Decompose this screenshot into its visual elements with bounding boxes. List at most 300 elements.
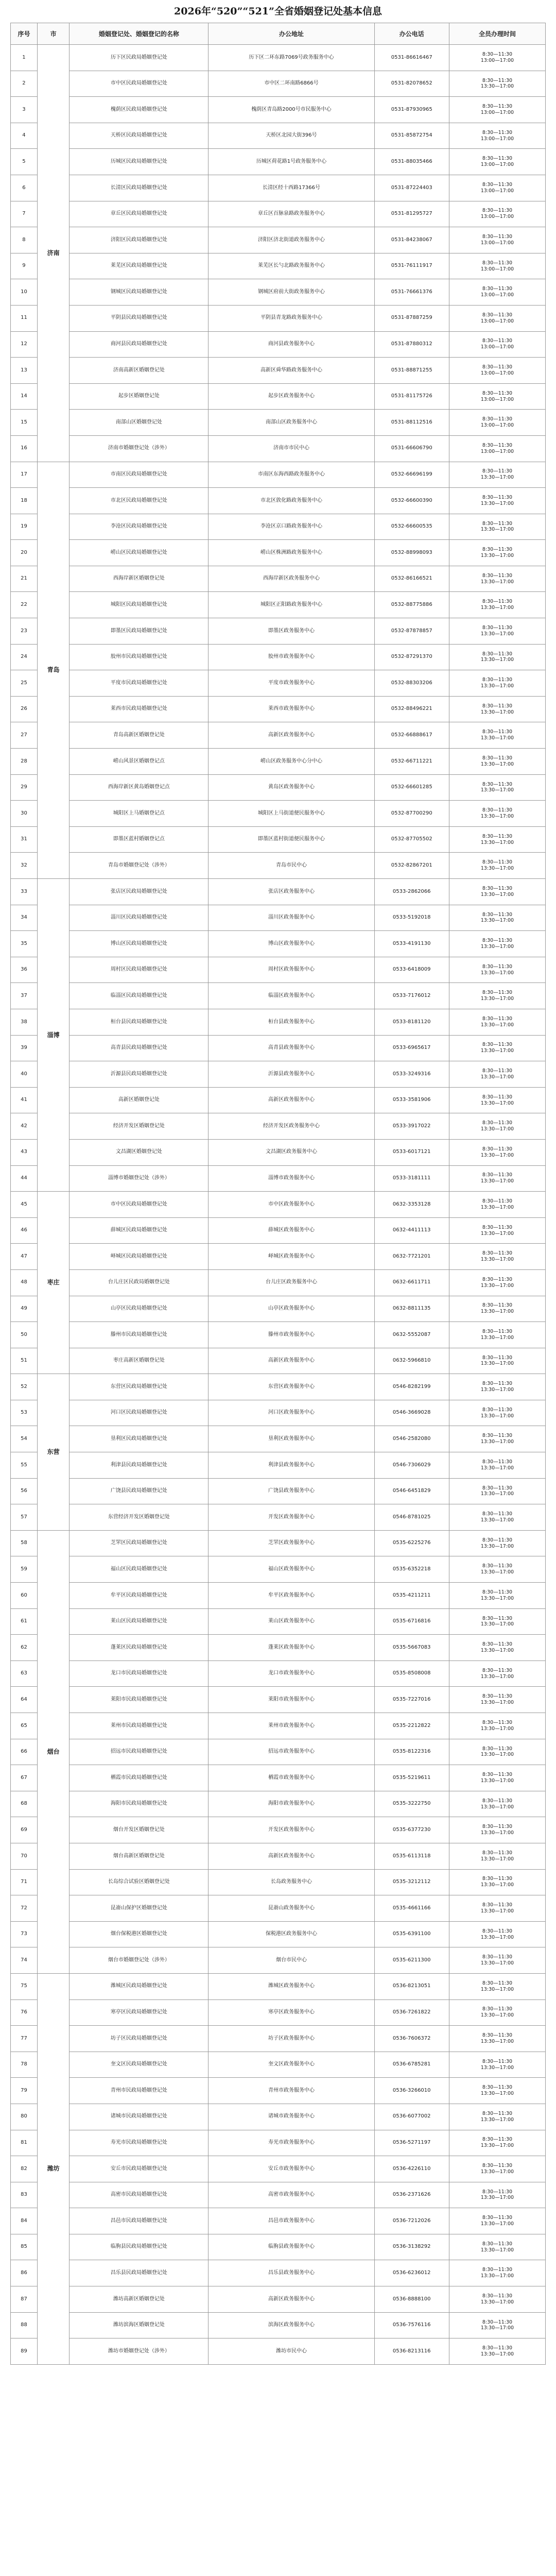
row-index: 6 xyxy=(11,175,38,201)
office-address: 保税港区政务服务中心 xyxy=(208,1921,374,1947)
office-name: 滕州市民政局婚姻登记处 xyxy=(70,1322,208,1348)
row-index: 4 xyxy=(11,123,38,149)
office-hours: 8:30—11:30 13:30—17:00 xyxy=(449,2078,545,2104)
office-hours: 8:30—11:30 13:00—17:00 xyxy=(449,410,545,436)
office-hours: 8:30—11:30 13:00—17:00 xyxy=(449,279,545,306)
table-row xyxy=(11,1817,546,1843)
office-name: 淄博市婚姻登记处（涉外） xyxy=(70,1165,208,1192)
office-address: 青州市政务服务中心 xyxy=(208,2078,374,2104)
office-address: 市中区二环南路6866号 xyxy=(208,71,374,97)
row-index: 81 xyxy=(11,2130,38,2156)
office-hours: 8:30—11:30 13:30—17:00 xyxy=(449,1583,545,1609)
row-index: 20 xyxy=(11,540,38,566)
office-address: 崂山区株洲路政务服务中心 xyxy=(208,540,374,566)
office-address: 商河县政务服务中心 xyxy=(208,331,374,358)
table-row xyxy=(11,1947,546,1974)
office-hours: 8:30—11:30 13:00—17:00 xyxy=(449,358,545,384)
office-hours: 8:30—11:30 13:30—17:00 xyxy=(449,1504,545,1531)
table-row xyxy=(11,1165,546,1192)
table-row xyxy=(11,1061,546,1088)
office-address: 龙口市政务服务中心 xyxy=(208,1660,374,1687)
office-hours: 8:30—11:30 13:30—17:00 xyxy=(449,1192,545,1218)
office-name: 烟台市婚姻登记处（涉外） xyxy=(70,1947,208,1974)
office-address: 即墨区政务服务中心 xyxy=(208,618,374,645)
office-hours: 8:30—11:30 13:30—17:00 xyxy=(449,1478,545,1504)
row-index: 19 xyxy=(11,514,38,540)
office-address: 济南市市民中心 xyxy=(208,435,374,462)
office-hours: 8:30—11:30 13:30—17:00 xyxy=(449,1009,545,1035)
row-index: 40 xyxy=(11,1061,38,1088)
office-hours: 8:30—11:30 13:00—17:00 xyxy=(449,45,545,71)
office-hours: 8:30—11:30 13:30—17:00 xyxy=(449,644,545,670)
office-address: 昌乐县政务服务中心 xyxy=(208,2260,374,2286)
office-name: 莱西市民政局婚姻登记处 xyxy=(70,696,208,722)
office-hours: 8:30—11:30 13:30—17:00 xyxy=(449,1895,545,1922)
office-phone: 0632-8811135 xyxy=(374,1296,449,1322)
office-name: 西海岸新区黄岛婚姻登记点 xyxy=(70,774,208,801)
office-phone: 0532-66601285 xyxy=(374,774,449,801)
office-phone: 0546-3669028 xyxy=(374,1400,449,1426)
table-row xyxy=(11,1556,546,1583)
office-address: 济阳区济北街道政务服务中心 xyxy=(208,227,374,253)
table-row xyxy=(11,1452,546,1479)
office-address: 城阳区正阳路政务服务中心 xyxy=(208,592,374,618)
row-index: 42 xyxy=(11,1113,38,1140)
office-hours: 8:30—11:30 13:30—17:00 xyxy=(449,1765,545,1791)
document-title: 2026年“520”“521”全省婚姻登记处基本信息 xyxy=(174,6,382,17)
office-address: 莱山区政务服务中心 xyxy=(208,1608,374,1635)
row-index: 66 xyxy=(11,1739,38,1765)
office-hours: 8:30—11:30 13:30—17:00 xyxy=(449,2182,545,2208)
row-index: 88 xyxy=(11,2312,38,2338)
office-name: 潍坊滨海区婚姻登记处 xyxy=(70,2312,208,2338)
office-address: 昌邑市政务服务中心 xyxy=(208,2208,374,2234)
office-name: 即墨区民政局婚姻登记处 xyxy=(70,618,208,645)
office-name: 福山区民政局婚姻登记处 xyxy=(70,1556,208,1583)
city-cell: 淄博 xyxy=(37,879,69,1192)
office-address: 山亭区政务服务中心 xyxy=(208,1296,374,1322)
office-address: 文昌湖区政务服务中心 xyxy=(208,1139,374,1165)
office-address: 天桥区北园大街396号 xyxy=(208,123,374,149)
row-index: 62 xyxy=(11,1635,38,1661)
office-address: 临淄区政务服务中心 xyxy=(208,983,374,1009)
office-name: 垦利区民政局婚姻登记处 xyxy=(70,1426,208,1452)
table-row xyxy=(11,488,546,514)
table-row xyxy=(11,1921,546,1947)
office-name: 枣庄高新区婚姻登记处 xyxy=(70,1348,208,1374)
office-phone: 0535-3212112 xyxy=(374,1869,449,1895)
office-address: 利津县政务服务中心 xyxy=(208,1452,374,1479)
office-phone: 0531-88112516 xyxy=(374,410,449,436)
office-phone: 0531-81175726 xyxy=(374,383,449,410)
office-name: 济南市婚姻登记处（涉外） xyxy=(70,435,208,462)
office-address: 莱西市政务服务中心 xyxy=(208,696,374,722)
row-index: 45 xyxy=(11,1192,38,1218)
office-address: 槐荫区青岛路2000号市民服务中心 xyxy=(208,97,374,123)
office-name: 平度市民政局婚姻登记处 xyxy=(70,670,208,697)
office-name: 临淄区民政局婚姻登记处 xyxy=(70,983,208,1009)
office-name: 潍坊市婚姻登记处（涉外） xyxy=(70,2338,208,2365)
table-row xyxy=(11,1765,546,1791)
office-name: 东营区民政局婚姻登记处 xyxy=(70,1374,208,1400)
office-hours: 8:30—11:30 13:30—17:00 xyxy=(449,1374,545,1400)
office-name: 博山区民政局婚姻登记处 xyxy=(70,931,208,957)
table-row xyxy=(11,931,546,957)
row-index: 47 xyxy=(11,1244,38,1270)
office-name: 牟平区民政局婚姻登记处 xyxy=(70,1583,208,1609)
row-index: 61 xyxy=(11,1608,38,1635)
office-name: 栖霞市民政局婚姻登记处 xyxy=(70,1765,208,1791)
office-phone: 0533-2862066 xyxy=(374,879,449,905)
office-name: 昌邑市民政局婚姻登记处 xyxy=(70,2208,208,2234)
row-index: 8 xyxy=(11,227,38,253)
header-hours: 全员办理时间 xyxy=(449,23,545,45)
office-phone: 0531-87224403 xyxy=(374,175,449,201)
office-name: 高新区婚姻登记处 xyxy=(70,1087,208,1113)
office-hours: 8:30—11:30 13:30—17:00 xyxy=(449,2260,545,2286)
office-name: 商河县民政局婚姻登记处 xyxy=(70,331,208,358)
office-name: 寿光市民政局婚姻登记处 xyxy=(70,2130,208,2156)
table-row xyxy=(11,2234,546,2260)
office-name: 坊子区民政局婚姻登记处 xyxy=(70,2026,208,2052)
office-name: 潍城区民政局婚姻登记处 xyxy=(70,1973,208,1999)
row-index: 89 xyxy=(11,2338,38,2365)
table-row xyxy=(11,1269,546,1296)
row-index: 54 xyxy=(11,1426,38,1452)
office-hours: 8:30—11:30 13:30—17:00 xyxy=(449,462,545,488)
office-address: 市南区东海西路政务服务中心 xyxy=(208,462,374,488)
row-index: 30 xyxy=(11,801,38,827)
office-phone: 0532-87878857 xyxy=(374,618,449,645)
office-phone: 0531-76661376 xyxy=(374,279,449,306)
office-address: 台儿庄区政务服务中心 xyxy=(208,1269,374,1296)
office-address: 高密市政务服务中心 xyxy=(208,2182,374,2208)
table-row xyxy=(11,435,546,462)
office-hours: 8:30—11:30 13:30—17:00 xyxy=(449,853,545,879)
office-hours: 8:30—11:30 13:30—17:00 xyxy=(449,1217,545,1244)
office-name: 薛城区民政局婚姻登记处 xyxy=(70,1217,208,1244)
row-index: 14 xyxy=(11,383,38,410)
office-address: 滕州市政务服务中心 xyxy=(208,1322,374,1348)
office-phone: 0535-6352218 xyxy=(374,1556,449,1583)
office-hours: 8:30—11:30 13:30—17:00 xyxy=(449,696,545,722)
row-index: 72 xyxy=(11,1895,38,1922)
office-hours: 8:30—11:30 13:30—17:00 xyxy=(449,1269,545,1296)
office-name: 市北区民政局婚姻登记处 xyxy=(70,488,208,514)
office-hours: 8:30—11:30 13:30—17:00 xyxy=(449,1530,545,1556)
office-phone: 0632-4411113 xyxy=(374,1217,449,1244)
office-hours: 8:30—11:30 13:00—17:00 xyxy=(449,383,545,410)
office-name: 李沧区民政局婚姻登记处 xyxy=(70,514,208,540)
row-index: 23 xyxy=(11,618,38,645)
row-index: 71 xyxy=(11,1869,38,1895)
office-phone: 0533-7176012 xyxy=(374,983,449,1009)
office-hours: 8:30—11:30 13:30—17:00 xyxy=(449,1087,545,1113)
office-address: 高新区政务服务中心 xyxy=(208,1843,374,1869)
office-hours: 8:30—11:30 13:00—17:00 xyxy=(449,175,545,201)
office-address: 胶州市政务服务中心 xyxy=(208,644,374,670)
office-phone: 0531-84238067 xyxy=(374,227,449,253)
office-name: 青州市民政局婚姻登记处 xyxy=(70,2078,208,2104)
row-index: 60 xyxy=(11,1583,38,1609)
row-index: 55 xyxy=(11,1452,38,1479)
office-name: 长岛综合试验区婚姻登记处 xyxy=(70,1869,208,1895)
table-row xyxy=(11,1400,546,1426)
office-address: 广饶县政务服务中心 xyxy=(208,1478,374,1504)
office-name: 文昌湖区婚姻登记处 xyxy=(70,1139,208,1165)
row-index: 41 xyxy=(11,1087,38,1113)
table-row xyxy=(11,2312,546,2338)
office-address: 潍坊市民中心 xyxy=(208,2338,374,2365)
office-address: 烟台市民中心 xyxy=(208,1947,374,1974)
office-name: 长清区民政局婚姻登记处 xyxy=(70,175,208,201)
office-address: 历下区二环东路7069号政务服务中心 xyxy=(208,45,374,71)
office-name: 起步区婚姻登记处 xyxy=(70,383,208,410)
table-row xyxy=(11,1973,546,1999)
table-row xyxy=(11,1843,546,1869)
office-address: 高青县政务服务中心 xyxy=(208,1035,374,1061)
office-name: 莱州市民政局婚姻登记处 xyxy=(70,1713,208,1739)
row-index: 52 xyxy=(11,1374,38,1400)
table-row xyxy=(11,826,546,853)
office-phone: 0535-5667083 xyxy=(374,1635,449,1661)
office-hours: 8:30—11:30 13:30—17:00 xyxy=(449,514,545,540)
table-row xyxy=(11,905,546,931)
table-row xyxy=(11,1348,546,1374)
office-phone: 0531-87880312 xyxy=(374,331,449,358)
office-hours: 8:30—11:30 13:30—17:00 xyxy=(449,592,545,618)
table-row xyxy=(11,1504,546,1531)
office-name: 张店区民政局婚姻登记处 xyxy=(70,879,208,905)
table-row xyxy=(11,1244,546,1270)
office-address: 沂源县政务服务中心 xyxy=(208,1061,374,1088)
office-address: 周村区政务服务中心 xyxy=(208,957,374,983)
table-row xyxy=(11,2182,546,2208)
table-row xyxy=(11,305,546,331)
row-index: 31 xyxy=(11,826,38,853)
office-name: 青岛高新区婚姻登记处 xyxy=(70,722,208,749)
office-name: 招远市民政局婚姻登记处 xyxy=(70,1739,208,1765)
office-hours: 8:30—11:30 13:30—17:00 xyxy=(449,1973,545,1999)
office-name: 市中区民政局婚姻登记处 xyxy=(70,1192,208,1218)
city-cell: 青岛 xyxy=(37,462,69,879)
office-phone: 0533-6017121 xyxy=(374,1139,449,1165)
row-index: 29 xyxy=(11,774,38,801)
table-row xyxy=(11,149,546,175)
office-address: 开发区政务服务中心 xyxy=(208,1817,374,1843)
office-address: 奎文区政务服务中心 xyxy=(208,2052,374,2078)
table-row xyxy=(11,644,546,670)
row-index: 12 xyxy=(11,331,38,358)
office-address: 市北区敦化路政务服务中心 xyxy=(208,488,374,514)
office-address: 平度市政务服务中心 xyxy=(208,670,374,697)
office-hours: 8:30—11:30 13:30—17:00 xyxy=(449,1660,545,1687)
row-index: 7 xyxy=(11,201,38,227)
table-row xyxy=(11,566,546,592)
office-address: 历城区荷花路1号政务服务中心 xyxy=(208,149,374,175)
row-index: 75 xyxy=(11,1973,38,1999)
office-phone: 0533-3917022 xyxy=(374,1113,449,1140)
office-phone: 0532-88496221 xyxy=(374,696,449,722)
office-phone: 0535-4661166 xyxy=(374,1895,449,1922)
office-hours: 8:30—11:30 13:30—17:00 xyxy=(449,1556,545,1583)
office-hours: 8:30—11:30 13:00—17:00 xyxy=(449,253,545,279)
office-hours: 8:30—11:30 13:30—17:00 xyxy=(449,2104,545,2130)
row-index: 63 xyxy=(11,1660,38,1687)
office-phone: 0546-8781025 xyxy=(374,1504,449,1531)
table-row xyxy=(11,670,546,697)
office-name: 山亭区民政局婚姻登记处 xyxy=(70,1296,208,1322)
office-name: 市南区民政局婚姻登记处 xyxy=(70,462,208,488)
office-name: 芝罘区民政局婚姻登记处 xyxy=(70,1530,208,1556)
table-row xyxy=(11,2156,546,2182)
office-hours: 8:30—11:30 13:30—17:00 xyxy=(449,2208,545,2234)
table-row xyxy=(11,983,546,1009)
office-name: 高青县民政局婚姻登记处 xyxy=(70,1035,208,1061)
office-phone: 0533-4191130 xyxy=(374,931,449,957)
office-hours: 8:30—11:30 13:30—17:00 xyxy=(449,1165,545,1192)
office-phone: 0536-5271197 xyxy=(374,2130,449,2156)
row-index: 11 xyxy=(11,305,38,331)
office-phone: 0536-2371626 xyxy=(374,2182,449,2208)
office-address: 黄岛区政务服务中心 xyxy=(208,774,374,801)
office-name: 广饶县民政局婚姻登记处 xyxy=(70,1478,208,1504)
table-row xyxy=(11,123,546,149)
office-name: 龙口市民政局婚姻登记处 xyxy=(70,1660,208,1687)
row-index: 74 xyxy=(11,1947,38,1974)
office-hours: 8:30—11:30 13:30—17:00 xyxy=(449,71,545,97)
row-index: 10 xyxy=(11,279,38,306)
office-phone: 0536-3138292 xyxy=(374,2234,449,2260)
office-address: 高新区舜华路政务服务中心 xyxy=(208,358,374,384)
row-index: 53 xyxy=(11,1400,38,1426)
office-phone: 0536-8888100 xyxy=(374,2286,449,2313)
row-index: 59 xyxy=(11,1556,38,1583)
office-phone: 0531-87887259 xyxy=(374,305,449,331)
row-index: 5 xyxy=(11,149,38,175)
table-row xyxy=(11,1635,546,1661)
header-address: 办公地址 xyxy=(208,23,374,45)
office-name: 昌乐县民政局婚姻登记处 xyxy=(70,2260,208,2286)
office-phone: 0532-66711221 xyxy=(374,749,449,775)
header-phone: 办公电话 xyxy=(374,23,449,45)
office-phone: 0546-7306029 xyxy=(374,1452,449,1479)
office-phone: 0535-6211300 xyxy=(374,1947,449,1974)
row-index: 77 xyxy=(11,2026,38,2052)
office-name: 桓台县民政局婚姻登记处 xyxy=(70,1009,208,1035)
office-address: 安丘市政务服务中心 xyxy=(208,2156,374,2182)
row-index: 78 xyxy=(11,2052,38,2078)
office-phone: 0531-76111917 xyxy=(374,253,449,279)
office-hours: 8:30—11:30 13:30—17:00 xyxy=(449,957,545,983)
office-name: 历城区民政局婚姻登记处 xyxy=(70,149,208,175)
office-phone: 0533-5192018 xyxy=(374,905,449,931)
office-hours: 8:30—11:30 13:30—17:00 xyxy=(449,1817,545,1843)
office-name: 西海岸新区婚姻登记处 xyxy=(70,566,208,592)
office-hours: 8:30—11:30 13:30—17:00 xyxy=(449,1400,545,1426)
row-index: 44 xyxy=(11,1165,38,1192)
office-name: 市中区民政局婚姻登记处 xyxy=(70,71,208,97)
office-hours: 8:30—11:30 13:00—17:00 xyxy=(449,149,545,175)
row-index: 18 xyxy=(11,488,38,514)
office-phone: 0531-81295727 xyxy=(374,201,449,227)
office-phone: 0536-6236012 xyxy=(374,2260,449,2286)
office-address: 高新区政务服务中心 xyxy=(208,722,374,749)
header-office: 婚姻登记处、婚姻登记的名称 xyxy=(70,23,208,45)
table-row xyxy=(11,1192,546,1218)
office-name: 潍坊高新区婚姻登记处 xyxy=(70,2286,208,2313)
office-phone: 0533-3581906 xyxy=(374,1087,449,1113)
office-name: 海阳市民政局婚姻登记处 xyxy=(70,1791,208,1817)
office-address: 桓台县政务服务中心 xyxy=(208,1009,374,1035)
row-index: 39 xyxy=(11,1035,38,1061)
office-name: 崂山风景区婚姻登记点 xyxy=(70,749,208,775)
row-index: 21 xyxy=(11,566,38,592)
table-row xyxy=(11,879,546,905)
office-phone: 0632-5552087 xyxy=(374,1322,449,1348)
office-address: 临朐县政务服务中心 xyxy=(208,2234,374,2260)
row-index: 34 xyxy=(11,905,38,931)
office-hours: 8:30—11:30 13:30—17:00 xyxy=(449,1348,545,1374)
office-phone: 0531-88035466 xyxy=(374,149,449,175)
table-row xyxy=(11,774,546,801)
office-address: 淄博市政务服务中心 xyxy=(208,1165,374,1192)
office-name: 安丘市民政局婚姻登记处 xyxy=(70,2156,208,2182)
office-name: 城阳区民政局婚姻登记处 xyxy=(70,592,208,618)
row-index: 25 xyxy=(11,670,38,697)
office-address: 寿光市政务服务中心 xyxy=(208,2130,374,2156)
row-index: 37 xyxy=(11,983,38,1009)
office-hours: 8:30—11:30 13:30—17:00 xyxy=(449,488,545,514)
row-index: 43 xyxy=(11,1139,38,1165)
table-row xyxy=(11,1296,546,1322)
office-name: 奎文区民政局婚姻登记处 xyxy=(70,2052,208,2078)
office-hours: 8:30—11:30 13:30—17:00 xyxy=(449,1113,545,1140)
office-address: 钢城区府前大街政务服务中心 xyxy=(208,279,374,306)
office-name: 槐荫区民政局婚姻登记处 xyxy=(70,97,208,123)
office-phone: 0532-66600535 xyxy=(374,514,449,540)
table-row xyxy=(11,2026,546,2052)
office-address: 平阴县青龙路政务服务中心 xyxy=(208,305,374,331)
table-row xyxy=(11,1087,546,1113)
table-row xyxy=(11,514,546,540)
table-row xyxy=(11,331,546,358)
table-row xyxy=(11,227,546,253)
office-phone: 0632-5966810 xyxy=(374,1348,449,1374)
office-address: 莱阳市政务服务中心 xyxy=(208,1687,374,1713)
office-hours: 8:30—11:30 13:30—17:00 xyxy=(449,1921,545,1947)
row-index: 22 xyxy=(11,592,38,618)
office-name: 利津县民政局婚姻登记处 xyxy=(70,1452,208,1479)
row-index: 36 xyxy=(11,957,38,983)
office-hours: 8:30—11:30 13:30—17:00 xyxy=(449,905,545,931)
row-index: 67 xyxy=(11,1765,38,1791)
office-hours: 8:30—11:30 13:30—17:00 xyxy=(449,801,545,827)
office-address: 峄城区政务服务中心 xyxy=(208,1244,374,1270)
city-cell: 烟台 xyxy=(37,1530,69,1973)
office-name: 天桥区民政局婚姻登记处 xyxy=(70,123,208,149)
office-hours: 8:30—11:30 13:30—17:00 xyxy=(449,1035,545,1061)
office-phone: 0632-6611711 xyxy=(374,1269,449,1296)
row-index: 68 xyxy=(11,1791,38,1817)
office-name: 高密市民政局婚姻登记处 xyxy=(70,2182,208,2208)
table-row xyxy=(11,592,546,618)
row-index: 85 xyxy=(11,2234,38,2260)
office-address: 章丘区百脉泉路政务服务中心 xyxy=(208,201,374,227)
table-row xyxy=(11,2078,546,2104)
office-name: 烟台高新区婚姻登记处 xyxy=(70,1843,208,1869)
office-hours: 8:30—11:30 13:30—17:00 xyxy=(449,1843,545,1869)
